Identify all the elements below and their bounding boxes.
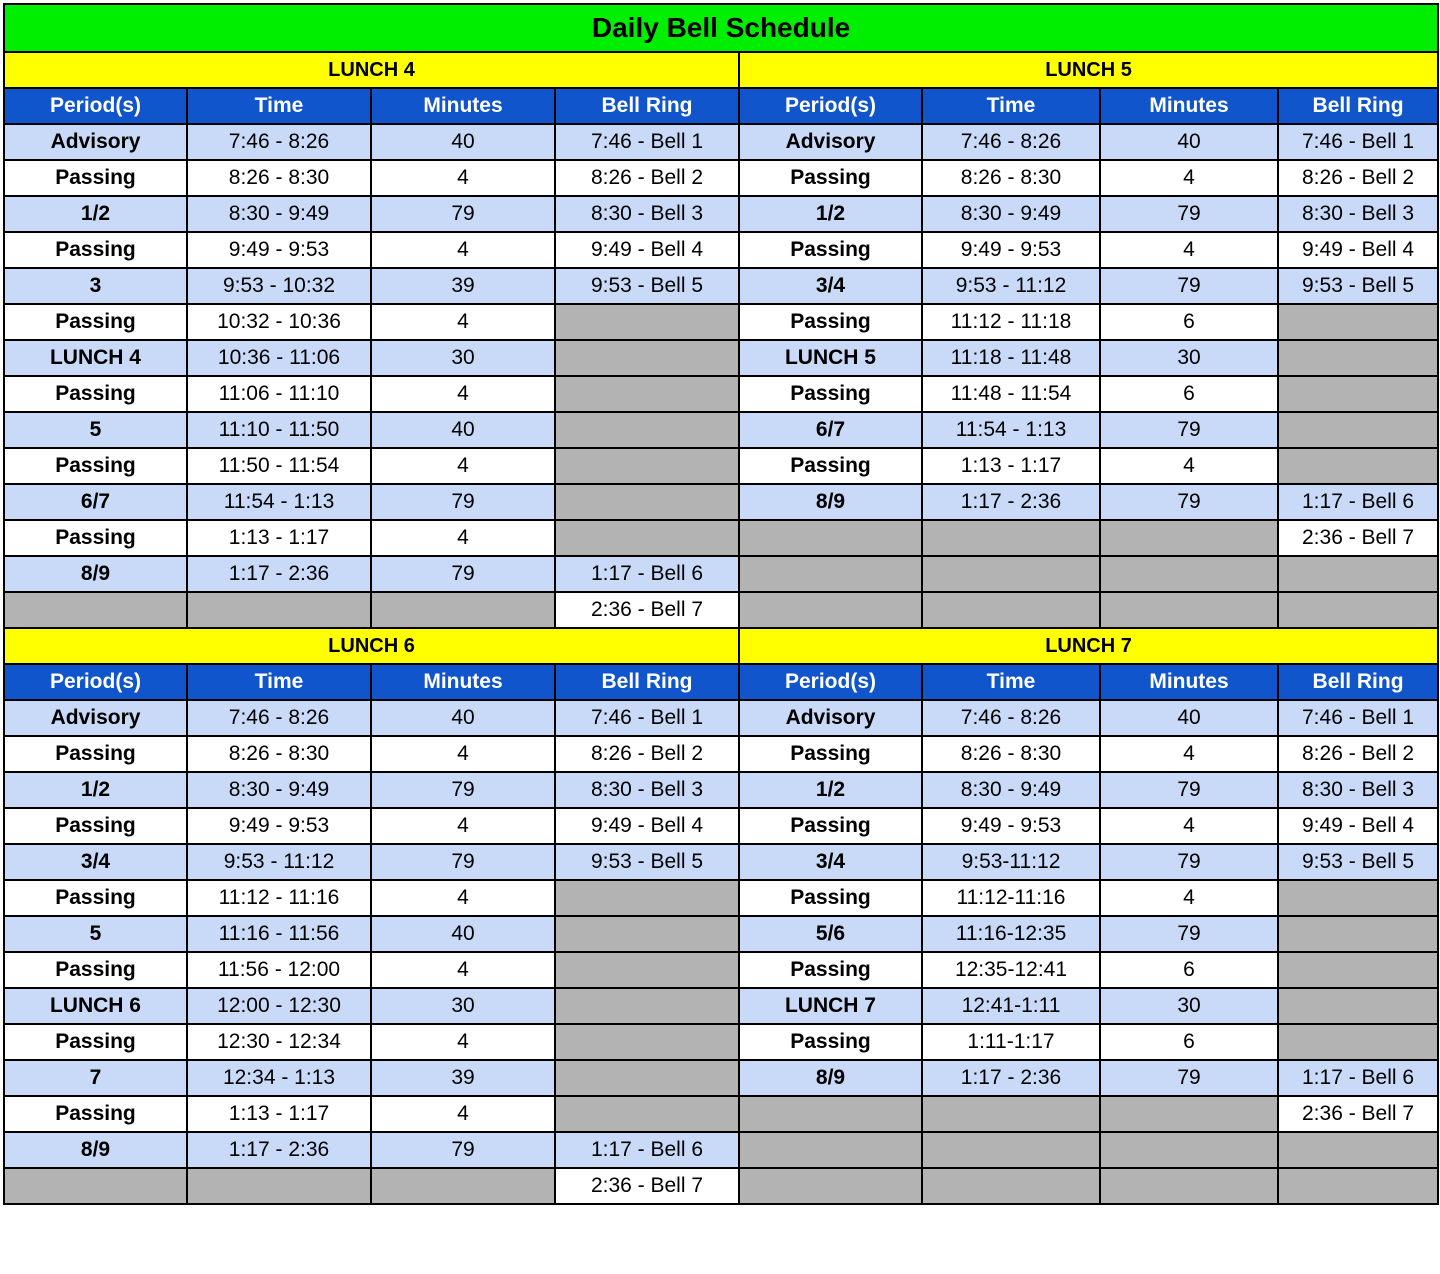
lunch-label: LUNCH 4 <box>4 52 739 88</box>
time-cell: 11:12-11:16 <box>922 880 1100 916</box>
minutes-cell: 79 <box>1100 916 1278 952</box>
column-header: Bell Ring <box>1278 88 1438 124</box>
schedule-body <box>4 4 1438 1204</box>
period-cell: 3/4 <box>739 844 922 880</box>
period-cell: 5 <box>4 412 187 448</box>
blank-cell <box>1278 880 1438 916</box>
table-row <box>4 1096 1438 1132</box>
minutes-cell: 4 <box>371 520 555 556</box>
column-header: Time <box>187 88 371 124</box>
minutes-cell: 6 <box>1100 304 1278 340</box>
time-cell: 7:46 - 8:26 <box>187 700 371 736</box>
lunch-label: LUNCH 6 <box>4 628 739 664</box>
table-row <box>4 1060 1438 1096</box>
period-cell: Passing <box>4 448 187 484</box>
table-row <box>4 916 1438 952</box>
column-header: Minutes <box>371 88 555 124</box>
blank-cell <box>555 880 739 916</box>
bell-schedule-sheet <box>3 3 1437 1205</box>
column-header: Minutes <box>1100 88 1278 124</box>
minutes-cell: 79 <box>371 484 555 520</box>
minutes-cell: 4 <box>1100 736 1278 772</box>
bell-ring-cell: 8:30 - Bell 3 <box>1278 196 1438 232</box>
page-title: Daily Bell Schedule <box>4 4 1438 52</box>
time-cell: 11:18 - 11:48 <box>922 340 1100 376</box>
blank-cell <box>187 1168 371 1204</box>
minutes-cell: 40 <box>371 916 555 952</box>
bell-ring-cell: 8:26 - Bell 2 <box>555 160 739 196</box>
blank-cell <box>922 520 1100 556</box>
table-row <box>4 556 1438 592</box>
period-cell: Advisory <box>739 124 922 160</box>
blank-cell <box>739 1096 922 1132</box>
lunch-label-row <box>4 628 1438 664</box>
minutes-cell: 4 <box>371 448 555 484</box>
minutes-cell: 4 <box>371 808 555 844</box>
table-row <box>4 1168 1438 1204</box>
column-header: Time <box>922 88 1100 124</box>
blank-cell <box>555 988 739 1024</box>
table-row <box>4 1024 1438 1060</box>
bell-ring-cell: 7:46 - Bell 1 <box>555 124 739 160</box>
time-cell: 8:26 - 8:30 <box>187 736 371 772</box>
time-cell: 1:17 - 2:36 <box>187 556 371 592</box>
period-cell: 3/4 <box>4 844 187 880</box>
blank-cell <box>1278 304 1438 340</box>
period-cell: LUNCH 7 <box>739 988 922 1024</box>
period-cell: 3 <box>4 268 187 304</box>
bell-ring-cell: 8:30 - Bell 3 <box>555 196 739 232</box>
table-row <box>4 340 1438 376</box>
period-cell: 7 <box>4 1060 187 1096</box>
period-cell: 5/6 <box>739 916 922 952</box>
blank-cell <box>1278 988 1438 1024</box>
minutes-cell: 40 <box>371 412 555 448</box>
table-row <box>4 844 1438 880</box>
title-row <box>4 4 1438 52</box>
minutes-cell: 4 <box>371 952 555 988</box>
period-cell: LUNCH 5 <box>739 340 922 376</box>
blank-cell <box>555 1024 739 1060</box>
period-cell: 5 <box>4 916 187 952</box>
column-header-row <box>4 88 1438 124</box>
blank-cell <box>1278 1132 1438 1168</box>
period-cell: 1/2 <box>4 196 187 232</box>
bell-ring-cell: 9:53 - Bell 5 <box>1278 268 1438 304</box>
bell-ring-cell: 2:36 - Bell 7 <box>1278 520 1438 556</box>
bell-ring-cell: 7:46 - Bell 1 <box>555 700 739 736</box>
period-cell: Advisory <box>739 700 922 736</box>
blank-cell <box>555 1096 739 1132</box>
lunch-label: LUNCH 5 <box>739 52 1438 88</box>
blank-cell <box>1100 1132 1278 1168</box>
time-cell: 8:30 - 9:49 <box>187 196 371 232</box>
time-cell: 9:49 - 9:53 <box>922 808 1100 844</box>
blank-cell <box>922 1168 1100 1204</box>
period-cell: 6/7 <box>739 412 922 448</box>
period-cell: Passing <box>4 160 187 196</box>
blank-cell <box>555 952 739 988</box>
time-cell: 12:30 - 12:34 <box>187 1024 371 1060</box>
minutes-cell: 4 <box>1100 160 1278 196</box>
blank-cell <box>1278 412 1438 448</box>
minutes-cell: 6 <box>1100 1024 1278 1060</box>
blank-cell <box>922 1096 1100 1132</box>
period-cell: 8/9 <box>4 556 187 592</box>
blank-cell <box>555 484 739 520</box>
time-cell: 8:26 - 8:30 <box>187 160 371 196</box>
minutes-cell: 40 <box>371 124 555 160</box>
column-header: Time <box>922 664 1100 700</box>
blank-cell <box>1278 340 1438 376</box>
period-cell: 1/2 <box>4 772 187 808</box>
column-header-row <box>4 664 1438 700</box>
bell-ring-cell: 7:46 - Bell 1 <box>1278 124 1438 160</box>
time-cell: 1:13 - 1:17 <box>187 1096 371 1132</box>
table-row <box>4 988 1438 1024</box>
table-row <box>4 268 1438 304</box>
table-row <box>4 880 1438 916</box>
blank-cell <box>739 1132 922 1168</box>
table-row <box>4 772 1438 808</box>
bell-ring-cell: 1:17 - Bell 6 <box>555 556 739 592</box>
period-cell: Advisory <box>4 700 187 736</box>
minutes-cell: 4 <box>371 880 555 916</box>
minutes-cell: 40 <box>1100 700 1278 736</box>
period-cell: 8/9 <box>739 484 922 520</box>
minutes-cell: 79 <box>1100 844 1278 880</box>
time-cell: 11:16 - 11:56 <box>187 916 371 952</box>
blank-cell <box>1100 1096 1278 1132</box>
table-row <box>4 448 1438 484</box>
period-cell: 1/2 <box>739 196 922 232</box>
blank-cell <box>4 592 187 628</box>
minutes-cell: 4 <box>371 736 555 772</box>
blank-cell <box>1278 376 1438 412</box>
lunch-label-row <box>4 52 1438 88</box>
minutes-cell: 4 <box>371 232 555 268</box>
table-row <box>4 700 1438 736</box>
blank-cell <box>555 916 739 952</box>
period-cell: Passing <box>4 736 187 772</box>
bell-schedule-table <box>3 3 1439 1205</box>
time-cell: 12:41-1:11 <box>922 988 1100 1024</box>
column-header: Minutes <box>1100 664 1278 700</box>
blank-cell <box>1278 1168 1438 1204</box>
time-cell: 12:35-12:41 <box>922 952 1100 988</box>
period-cell: Passing <box>739 232 922 268</box>
time-cell: 11:54 - 1:13 <box>187 484 371 520</box>
minutes-cell: 4 <box>371 1024 555 1060</box>
period-cell: 8/9 <box>4 1132 187 1168</box>
minutes-cell: 4 <box>1100 880 1278 916</box>
period-cell: Passing <box>739 880 922 916</box>
minutes-cell: 79 <box>371 772 555 808</box>
blank-cell <box>1278 556 1438 592</box>
time-cell: 9:49 - 9:53 <box>922 232 1100 268</box>
minutes-cell: 6 <box>1100 376 1278 412</box>
minutes-cell: 40 <box>371 700 555 736</box>
time-cell: 7:46 - 8:26 <box>922 700 1100 736</box>
bell-ring-cell: 1:17 - Bell 6 <box>555 1132 739 1168</box>
time-cell: 1:13 - 1:17 <box>922 448 1100 484</box>
period-cell: Passing <box>4 376 187 412</box>
bell-ring-cell: 2:36 - Bell 7 <box>1278 1096 1438 1132</box>
bell-ring-cell: 9:49 - Bell 4 <box>1278 232 1438 268</box>
blank-cell <box>555 1060 739 1096</box>
blank-cell <box>739 592 922 628</box>
minutes-cell: 79 <box>371 844 555 880</box>
column-header: Bell Ring <box>555 88 739 124</box>
time-cell: 11:56 - 12:00 <box>187 952 371 988</box>
table-row <box>4 520 1438 556</box>
period-cell: LUNCH 4 <box>4 340 187 376</box>
bell-ring-cell: 7:46 - Bell 1 <box>1278 700 1438 736</box>
time-cell: 9:53 - 11:12 <box>187 844 371 880</box>
time-cell: 11:16-12:35 <box>922 916 1100 952</box>
bell-ring-cell: 8:26 - Bell 2 <box>1278 160 1438 196</box>
blank-cell <box>1278 592 1438 628</box>
bell-ring-cell: 9:53 - Bell 5 <box>555 268 739 304</box>
period-cell: Advisory <box>4 124 187 160</box>
blank-cell <box>4 1168 187 1204</box>
column-header: Minutes <box>371 664 555 700</box>
blank-cell <box>922 556 1100 592</box>
period-cell: LUNCH 6 <box>4 988 187 1024</box>
period-cell: Passing <box>4 304 187 340</box>
table-row <box>4 160 1438 196</box>
bell-ring-cell: 9:53 - Bell 5 <box>555 844 739 880</box>
column-header: Period(s) <box>739 88 922 124</box>
minutes-cell: 4 <box>371 1096 555 1132</box>
blank-cell <box>371 1168 555 1204</box>
minutes-cell: 79 <box>1100 412 1278 448</box>
time-cell: 12:34 - 1:13 <box>187 1060 371 1096</box>
bell-ring-cell: 8:26 - Bell 2 <box>1278 736 1438 772</box>
time-cell: 1:17 - 2:36 <box>187 1132 371 1168</box>
minutes-cell: 4 <box>1100 448 1278 484</box>
time-cell: 11:48 - 11:54 <box>922 376 1100 412</box>
blank-cell <box>555 520 739 556</box>
period-cell: 3/4 <box>739 268 922 304</box>
column-header: Period(s) <box>4 88 187 124</box>
bell-ring-cell: 9:53 - Bell 5 <box>1278 844 1438 880</box>
time-cell: 1:11-1:17 <box>922 1024 1100 1060</box>
bell-ring-cell: 2:36 - Bell 7 <box>555 1168 739 1204</box>
blank-cell <box>555 448 739 484</box>
bell-ring-cell: 9:49 - Bell 4 <box>555 808 739 844</box>
table-row <box>4 376 1438 412</box>
table-row <box>4 592 1438 628</box>
blank-cell <box>739 556 922 592</box>
time-cell: 8:30 - 9:49 <box>187 772 371 808</box>
column-header: Period(s) <box>4 664 187 700</box>
minutes-cell: 4 <box>1100 232 1278 268</box>
time-cell: 11:50 - 11:54 <box>187 448 371 484</box>
period-cell: Passing <box>739 448 922 484</box>
blank-cell <box>371 592 555 628</box>
time-cell: 8:26 - 8:30 <box>922 160 1100 196</box>
bell-ring-cell: 9:49 - Bell 4 <box>555 232 739 268</box>
time-cell: 10:36 - 11:06 <box>187 340 371 376</box>
period-cell: Passing <box>4 520 187 556</box>
blank-cell <box>1278 1024 1438 1060</box>
bell-ring-cell: 8:30 - Bell 3 <box>555 772 739 808</box>
time-cell: 9:49 - 9:53 <box>187 808 371 844</box>
column-header: Bell Ring <box>555 664 739 700</box>
column-header: Bell Ring <box>1278 664 1438 700</box>
period-cell: Passing <box>4 952 187 988</box>
time-cell: 8:26 - 8:30 <box>922 736 1100 772</box>
blank-cell <box>1100 592 1278 628</box>
time-cell: 11:10 - 11:50 <box>187 412 371 448</box>
bell-ring-cell: 8:30 - Bell 3 <box>1278 772 1438 808</box>
minutes-cell: 4 <box>371 304 555 340</box>
minutes-cell: 79 <box>1100 772 1278 808</box>
lunch-label: LUNCH 7 <box>739 628 1438 664</box>
minutes-cell: 30 <box>371 340 555 376</box>
time-cell: 1:17 - 2:36 <box>922 1060 1100 1096</box>
minutes-cell: 30 <box>1100 988 1278 1024</box>
minutes-cell: 4 <box>1100 808 1278 844</box>
time-cell: 11:12 - 11:16 <box>187 880 371 916</box>
bell-ring-cell: 1:17 - Bell 6 <box>1278 1060 1438 1096</box>
table-row <box>4 232 1438 268</box>
minutes-cell: 79 <box>1100 268 1278 304</box>
minutes-cell: 4 <box>371 160 555 196</box>
blank-cell <box>922 592 1100 628</box>
time-cell: 7:46 - 8:26 <box>922 124 1100 160</box>
table-row <box>4 304 1438 340</box>
bell-ring-cell: 8:26 - Bell 2 <box>555 736 739 772</box>
table-row <box>4 196 1438 232</box>
blank-cell <box>1278 448 1438 484</box>
table-row <box>4 1132 1438 1168</box>
time-cell: 10:32 - 10:36 <box>187 304 371 340</box>
time-cell: 9:53 - 11:12 <box>922 268 1100 304</box>
blank-cell <box>739 1168 922 1204</box>
blank-cell <box>1100 1168 1278 1204</box>
minutes-cell: 79 <box>1100 484 1278 520</box>
blank-cell <box>187 592 371 628</box>
period-cell: Passing <box>4 1024 187 1060</box>
period-cell: Passing <box>739 304 922 340</box>
blank-cell <box>922 1132 1100 1168</box>
minutes-cell: 4 <box>371 376 555 412</box>
table-row <box>4 952 1438 988</box>
period-cell: Passing <box>739 808 922 844</box>
blank-cell <box>555 376 739 412</box>
column-header: Time <box>187 664 371 700</box>
blank-cell <box>739 520 922 556</box>
minutes-cell: 39 <box>371 1060 555 1096</box>
blank-cell <box>555 340 739 376</box>
bell-ring-cell: 9:49 - Bell 4 <box>1278 808 1438 844</box>
table-row <box>4 412 1438 448</box>
period-cell: 6/7 <box>4 484 187 520</box>
minutes-cell: 6 <box>1100 952 1278 988</box>
column-header: Period(s) <box>739 664 922 700</box>
table-row <box>4 484 1438 520</box>
time-cell: 8:30 - 9:49 <box>922 196 1100 232</box>
period-cell: 1/2 <box>739 772 922 808</box>
period-cell: Passing <box>739 736 922 772</box>
time-cell: 9:49 - 9:53 <box>187 232 371 268</box>
minutes-cell: 30 <box>371 988 555 1024</box>
time-cell: 12:00 - 12:30 <box>187 988 371 1024</box>
time-cell: 9:53 - 10:32 <box>187 268 371 304</box>
bell-ring-cell: 2:36 - Bell 7 <box>555 592 739 628</box>
minutes-cell: 79 <box>371 556 555 592</box>
time-cell: 9:53-11:12 <box>922 844 1100 880</box>
period-cell: Passing <box>4 232 187 268</box>
time-cell: 1:17 - 2:36 <box>922 484 1100 520</box>
blank-cell <box>555 304 739 340</box>
blank-cell <box>555 412 739 448</box>
minutes-cell: 79 <box>371 1132 555 1168</box>
time-cell: 11:06 - 11:10 <box>187 376 371 412</box>
bell-ring-cell: 1:17 - Bell 6 <box>1278 484 1438 520</box>
time-cell: 11:12 - 11:18 <box>922 304 1100 340</box>
minutes-cell: 30 <box>1100 340 1278 376</box>
table-row <box>4 736 1438 772</box>
minutes-cell: 79 <box>1100 1060 1278 1096</box>
minutes-cell: 39 <box>371 268 555 304</box>
period-cell: Passing <box>739 952 922 988</box>
time-cell: 11:54 - 1:13 <box>922 412 1100 448</box>
minutes-cell: 79 <box>1100 196 1278 232</box>
blank-cell <box>1100 556 1278 592</box>
period-cell: Passing <box>4 808 187 844</box>
minutes-cell: 79 <box>371 196 555 232</box>
minutes-cell: 40 <box>1100 124 1278 160</box>
table-row <box>4 124 1438 160</box>
period-cell: 8/9 <box>739 1060 922 1096</box>
time-cell: 8:30 - 9:49 <box>922 772 1100 808</box>
time-cell: 1:13 - 1:17 <box>187 520 371 556</box>
blank-cell <box>1100 520 1278 556</box>
period-cell: Passing <box>4 880 187 916</box>
blank-cell <box>1278 952 1438 988</box>
time-cell: 7:46 - 8:26 <box>187 124 371 160</box>
table-row <box>4 808 1438 844</box>
period-cell: Passing <box>739 376 922 412</box>
blank-cell <box>1278 916 1438 952</box>
period-cell: Passing <box>739 160 922 196</box>
period-cell: Passing <box>4 1096 187 1132</box>
period-cell: Passing <box>739 1024 922 1060</box>
